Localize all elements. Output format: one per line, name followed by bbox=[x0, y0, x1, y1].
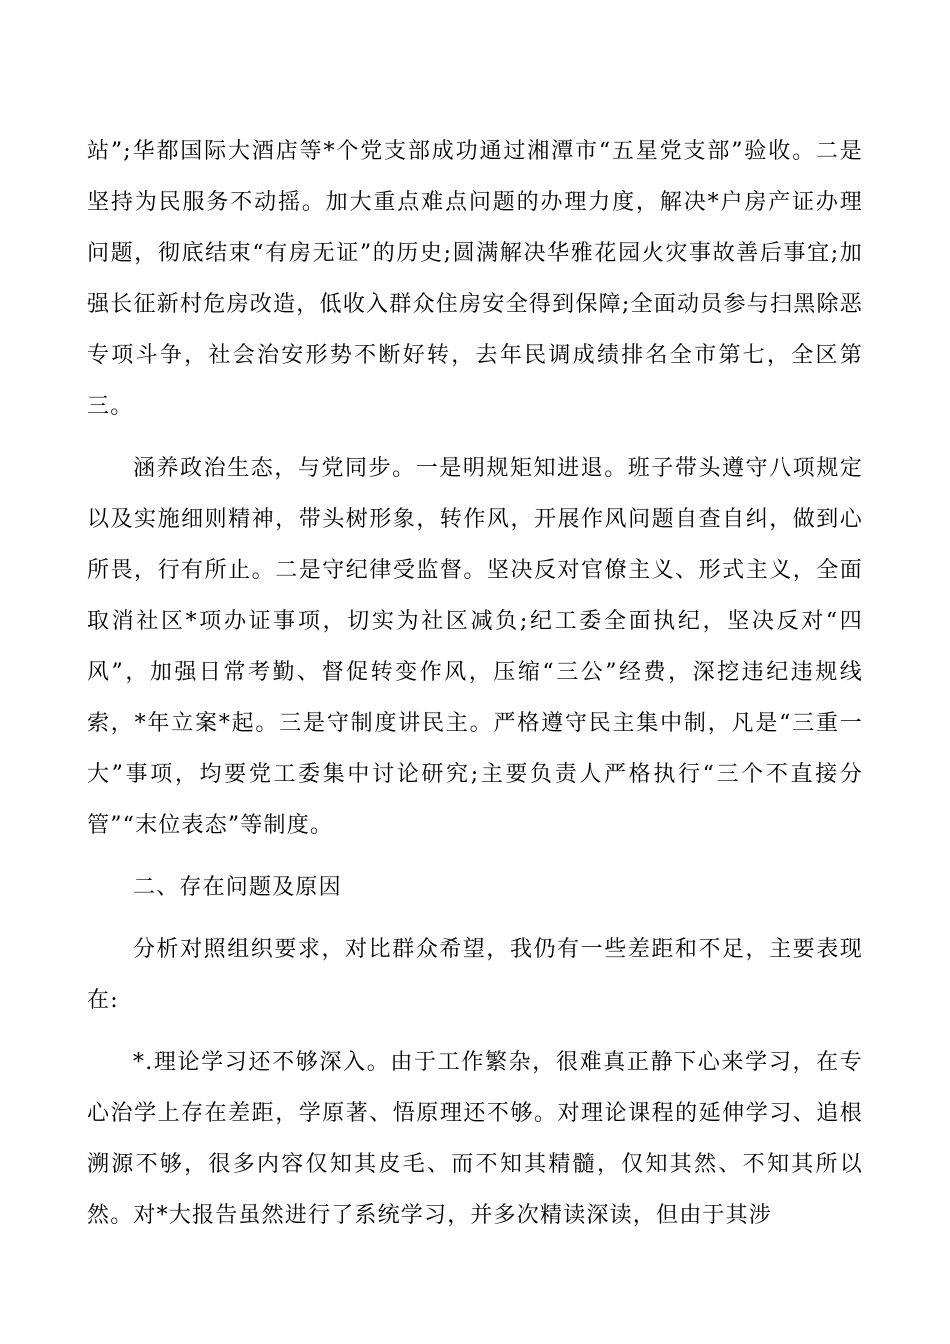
paragraph-theory-study: *.理论学习还不够深入。由于工作繁杂，很难真正静下心来学习，在专心治学上存在差距，学原著、悟原理还不够。对理论课程的延伸学习、追根溯源不够，很多内容仅知其皮毛、而不知其精髓，仅知其然、不知其所以然。对*大报告虽然进行了系统学习，并多次精读深读，但由于其涉 bbox=[87, 1050, 863, 1228]
document-page bbox=[87, 126, 863, 1252]
section-heading-problems: 二、存在问题及原因 bbox=[133, 875, 342, 900]
paragraph-continuation-service: 站”;华都国际大酒店等*个党支部成功通过湘潭市“五星党支部”验收。二是坚持为民服务不动摇。加大重点难点问题的办理力度，解决*户房产证办理问题，彻底结束“有房无证”的历史;圆满解决华雅花园火灾事故善后事宜;加强长征新村危房改造，低收入群众住房安全得到保障;全面动员参与扫黑除恶专项斗争，社会治安形势不断好转，去年民调成绩排名全市第七，全区第三。 bbox=[87, 139, 863, 419]
paragraph-analysis-intro: 分析对照组织要求，对比群众希望，我仍有一些差距和不足，主要表现在: bbox=[87, 937, 863, 1013]
paragraph-political-ecology: 涵养政治生态，与党同步。一是明规矩知进退。班子带头遵守八项规定以及实施细则精神，带头树形象，转作风，开展作风问题自查自纠，做到心所畏，行有所止。二是守纪律受监督。坚决反对官僚主义、形式主义，全面取消社区*项办证事项，切实为社区减负;纪工委全面执纪，坚决反对“四风”，加强日常考勤、督促转变作风，压缩“三公”经费，深挖违纪违规线索，*年立案*起。三是守制度讲民主。严格遵守民主集中制，凡是“三重一大”事项，均要党工委集中讨论研究;主要负责人严格执行“三个不直接分管”“末位表态”等制度。 bbox=[87, 456, 863, 838]
